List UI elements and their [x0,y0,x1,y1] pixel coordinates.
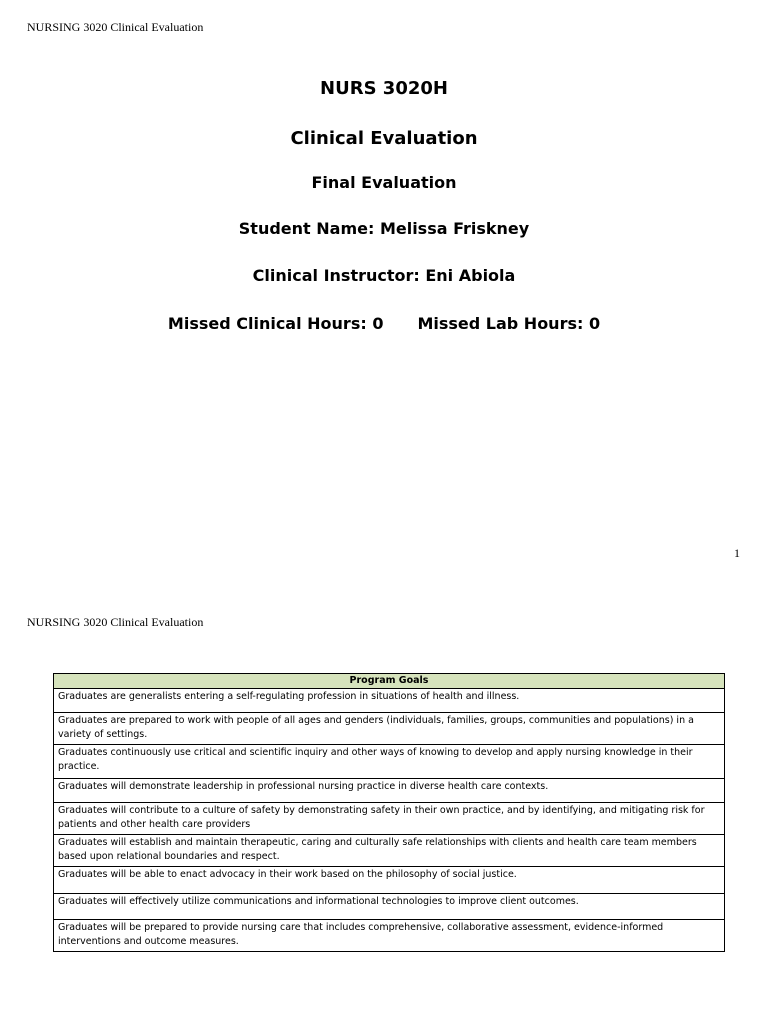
table-row [54,713,725,745]
student-name: Student Name: Melissa Friskney [238,219,530,238]
goal-cell: Graduates are prepared to work with people of all ages and genders (individuals, families, groups, communities and populations) in a variety of settings. [54,713,725,745]
table-row [54,745,725,779]
goal-cell: Graduates are generalists entering a self-regulating profession in situations of health and illness. [54,689,725,713]
program-goals-table [53,673,725,952]
goal-cell: Graduates will be able to enact advocacy in their work based on the philosophy of social justice. [54,867,725,894]
clinical-instructor: Clinical Instructor: Eni Abiola [252,266,516,285]
table-header-row [54,674,725,689]
goal-cell: Graduates will be prepared to provide nursing care that includes comprehensive, collaborative assessment, evidence-informed interventions and outcome measures. [54,920,725,952]
table-row [54,689,725,713]
table-row [54,867,725,894]
running-header: NURSING 3020 Clinical Evaluation [27,20,204,34]
missed-clinical-hours: Missed Clinical Hours: 0 [167,314,384,333]
program-goals-header: Program Goals [54,674,725,689]
table-row [54,835,725,867]
missed-hours-row [0,314,768,333]
page-number: 1 [734,546,740,560]
evaluation-type: Final Evaluation [311,173,457,192]
page-2 [0,590,768,1024]
goal-cell: Graduates continuously use critical and scientific inquiry and other ways of knowing to develop and apply nursing knowledge in their practice. [54,745,725,779]
goal-cell: Graduates will effectively utilize communications and informational technologies to improve client outcomes. [54,894,725,920]
goal-cell: Graduates will demonstrate leadership in professional nursing practice in diverse health care contexts. [54,779,725,803]
table-row [54,779,725,803]
missed-lab-hours: Missed Lab Hours: 0 [417,314,601,333]
goal-cell: Graduates will establish and maintain therapeutic, caring and culturally safe relationships with clients and health care team members based upon relational boundaries and respect. [54,835,725,867]
course-code: NURS 3020H [320,78,448,99]
running-header: NURSING 3020 Clinical Evaluation [27,615,204,629]
document-title: Clinical Evaluation [290,128,478,149]
table-row [54,803,725,835]
goal-cell: Graduates will contribute to a culture of safety by demonstrating safety in their own practice, and by identifying, and mitigating risk for patients and other health care providers [54,803,725,835]
table-row [54,894,725,920]
table-row [54,920,725,952]
